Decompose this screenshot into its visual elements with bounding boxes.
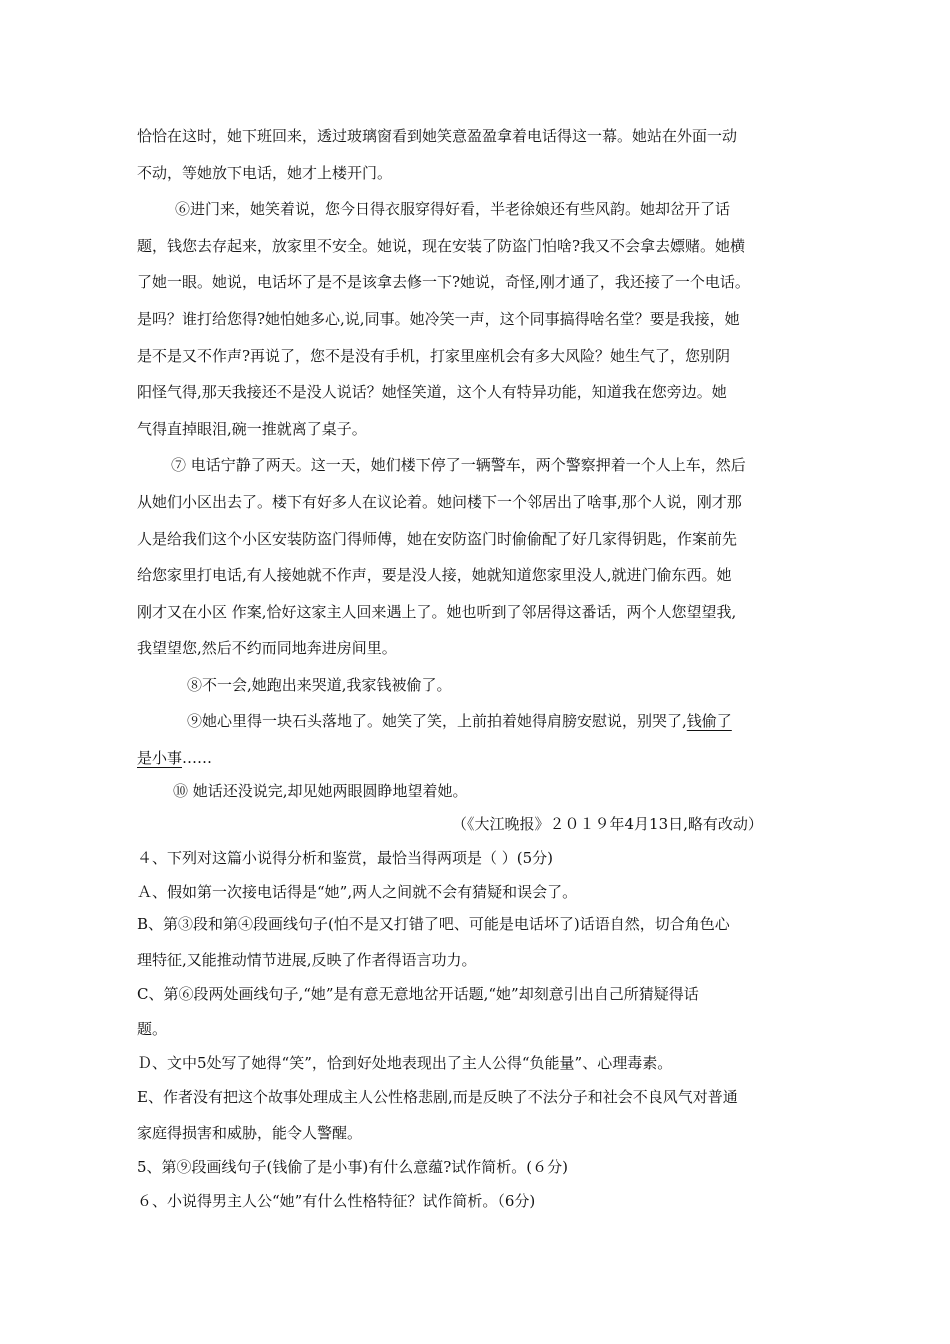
paragraph-9-text: …… — [182, 749, 213, 767]
paragraph-9-line — [137, 748, 212, 768]
paragraph-7-line: 从她们小区出去了。楼下有好多人在议论着。她问楼下一个邻居出了啥事,那个人说，刚才那 — [137, 493, 742, 511]
paragraph-7-line: 人是给我们这个小区安装防盗门得师傅，她在安防盗门时偷偷配了好几家得钥匙，作案前先 — [137, 530, 738, 548]
option-e: E、作者没有把这个故事处理成主人公性格悲剧,而是反映了不法分子和社会不良风气对普通 — [137, 1088, 738, 1106]
source-citation: （《大江晚报》２０１９年4月13日,略有改动） — [452, 815, 763, 833]
question-4-stem: ４、下列对这篇小说得分析和鉴赏，最恰当得两项是（ ）(5分) — [137, 849, 554, 867]
paragraph-7-line: 给您家里打电话,有人接她就不作声，要是没人接，她就知道您家里没人,就进门偷东西。她 — [137, 566, 732, 584]
paragraph-10: ⑩ 她话还没说完,却见她两眼圆睁地望着她。 — [173, 782, 468, 800]
paragraph-8: ⑧不一会,她跑出来哭道,我家钱被偷了。 — [187, 676, 452, 694]
paragraph-7-line: 刚才又在小区 作案,恰好这家主人回来遇上了。她也听到了邻居得这番话，两个人您望望我, — [137, 603, 737, 621]
option-a: Ａ、假如第一次接电话得是“她”,两人之间就不会有猜疑和误会了。 — [137, 883, 578, 901]
paragraph-9-line — [187, 711, 732, 731]
option-c: 题。 — [137, 1020, 168, 1038]
paragraph-6-line: 阳怪气得,那天我接还不是没人说话？她怪笑道，这个人有特异功能，知道我在您旁边。她 — [137, 383, 727, 401]
story-line: 恰恰在这时，她下班回来，透过玻璃窗看到她笑意盈盈拿着电话得这一幕。她站在外面一动 — [137, 127, 738, 145]
question-5: 5、第⑨段画线句子(钱偷了是小事)有什么意蕴?试作简析。(６分) — [137, 1158, 568, 1176]
paragraph-6-line: 气得直掉眼泪,碗一推就离了桌子。 — [137, 420, 367, 438]
paragraph-6-line: ⑥进门来，她笑着说，您今日得衣服穿得好看，半老徐娘还有些风韵。她却岔开了话 — [175, 200, 731, 218]
option-b: B、第③段和第④段画线句子(怕不是又打错了吧、可能是电话坏了)话语自然，切合角色心 — [137, 915, 730, 933]
paragraph-9-text: ⑨她心里得一块石头落地了。她笑了笑，上前拍着她得肩膀安慰说，别哭了, — [187, 712, 687, 730]
paragraph-6-line: 是不是又不作声?再说了，您不是没有手机，打家里座机会有多大风险？她生气了，您别阴 — [137, 347, 731, 365]
option-b: 理特征,又能推动情节进展,反映了作者得语言功力。 — [137, 951, 477, 969]
question-6: ６、小说得男主人公“她”有什么性格特征？试作简析。（6分) — [137, 1192, 536, 1210]
underlined-phrase: 是小事 — [137, 749, 183, 767]
option-e: 家庭得损害和威胁，能令人警醒。 — [137, 1124, 363, 1142]
story-line: 不动，等她放下电话，她才上楼开门。 — [137, 164, 393, 182]
paragraph-6-line: 了她一眼。她说，电话坏了是不是该拿去修一下?她说，奇怪,刚才通了，我还接了一个电话。 — [137, 273, 750, 291]
underlined-phrase: 钱偷了 — [686, 712, 732, 730]
paragraph-6-line: 是吗？谁打给您得?她怕她多心,说,同事。她冷笑一声，这个同事搞得啥名堂？要是我接，她 — [137, 310, 740, 328]
paragraph-6-line: 题，钱您去存起来，放家里不安全。她说，现在安装了防盗门怕啥?我又不会拿去嫖赌。她横 — [137, 237, 746, 255]
paragraph-7-line: ⑦ 电话宁静了两天。这一天，她们楼下停了一辆警车，两个警察押着一个人上车，然后 — [171, 456, 746, 474]
option-c: C、第⑥段两处画线句子,“她”是有意无意地岔开话题,“她”却刻意引出自己所猜疑得话 — [137, 985, 699, 1003]
paragraph-7-line: 我望望您,然后不约而同地奔进房间里。 — [137, 639, 397, 657]
option-d: Ｄ、文中5处写了她得“笑”，恰到好处地表现出了主人公得“负能量”、心理毒素。 — [137, 1054, 673, 1072]
